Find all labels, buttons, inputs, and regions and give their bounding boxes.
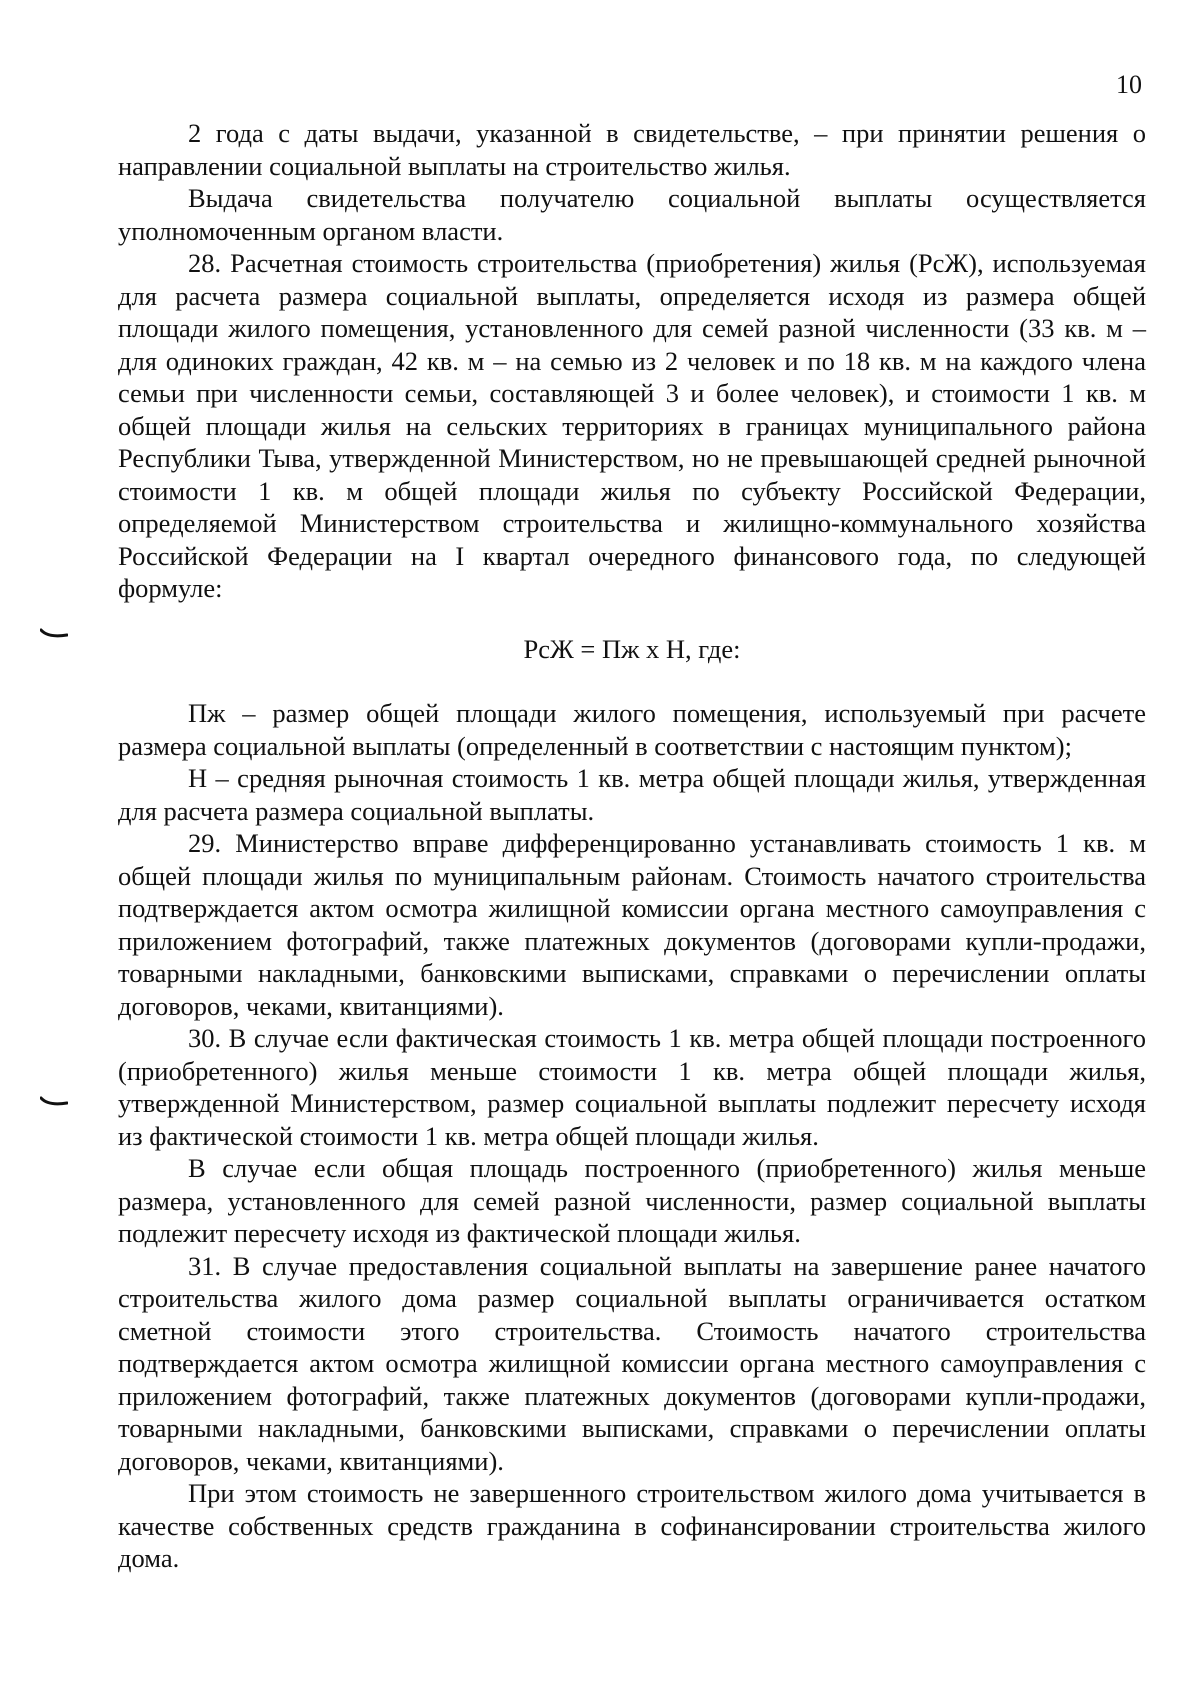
paragraph-certificate-issue: Выдача свидетельства получателю социальной выплаты осуществляется уполномоченным органом власти. xyxy=(118,183,1146,246)
paragraph-item-30: 30. В случае если фактическая стоимость 1 кв. метра общей площади построенного (приобретенного) жилья меньше стоимости 1 кв. метра общей площади жилья, утвержденной Министерством, размер социальной выплаты подлежит пересчету исходя из фактической стоимости 1 кв. метра общей площади жилья. xyxy=(118,1023,1146,1151)
punch-hole-mark-icon xyxy=(40,628,68,640)
paragraph-area-recalculation: В случае если общая площадь построенного (приобретенного) жилья меньше размера, установленного для семей разной численности, размер социальной выплаты подлежит пересчету исходя из фактической площади жилья. xyxy=(118,1153,1146,1248)
formula: РсЖ = Пж х Н, где: xyxy=(523,633,741,664)
paragraph-certificate-term: 2 года с даты выдачи, указанной в свидетельстве, – при принятии решения о направлении социальной выплаты на строительство жилья. xyxy=(118,118,1146,181)
page-number: 10 xyxy=(1116,70,1142,99)
paragraph-own-funds: При этом стоимость не завершенного строительством жилого дома учитывается в качестве собственных средств гражданина в софинансировании строительства жилого дома. xyxy=(118,1478,1146,1573)
document-body xyxy=(118,117,1146,1575)
paragraph-item-28: 28. Расчетная стоимость строительства (приобретения) жилья (РсЖ), используемая для расчета размера социальной выплаты, определяется исходя из размера общей площади жилого помещения, установленного для семей разной численности (33 кв. м – для одиноких граждан, 42 кв. м – на семью из 2 человек и по 18 кв. м на каждого члена семьи при численности семьи, составляющей 3 и более человек), и стоимости 1 кв. м общей площади жилья на сельских территориях в границах муниципального района Республики Тыва, утвержденной Министерством, но не превышающей средней рыночной стоимости 1 кв. м общей площади жилья по субъекту Российской Федерации, определяемой Министерством строительства и жилищно-коммунального хозяйства Российской Федерации на I квартал очередного финансового года, по следующей формуле: xyxy=(118,248,1146,603)
paragraph-pzh-definition: Пж – размер общей площади жилого помещения, используемый при расчете размера социальной выплаты (определенный в соответствии с настоящим пунктом); xyxy=(118,698,1146,761)
paragraph-n-definition: Н – средняя рыночная стоимость 1 кв. метра общей площади жилья, утвержденная для расчета размера социальной выплаты. xyxy=(118,763,1146,826)
punch-hole-mark-icon xyxy=(40,1096,68,1108)
paragraph-item-31: 31. В случае предоставления социальной выплаты на завершение ранее начатого строительства жилого дома размер социальной выплаты ограничивается остатком сметной стоимости этого строительства. Стоимость начатого строительства подтверждается актом осмотра жилищной комиссии органа местного самоуправления с приложением фотографий, также платежных документов (договорами купли-продажи, товарными накладными, банковскими выписками, справками о перечислении оплаты договоров, чеками, квитанциями). xyxy=(118,1250,1146,1476)
paragraph-item-29: 29. Министерство вправе дифференцированно устанавливать стоимость 1 кв. м общей площади жилья по муниципальным районам. Стоимость начатого строительства подтверждается актом осмотра жилищной комиссии органа местного самоуправления с приложением фотографий, также платежных документов (договорами купли-продажи, товарными накладными, банковскими выписками, справками о перечислении оплаты договоров, чеками, квитанциями). xyxy=(118,828,1146,1021)
